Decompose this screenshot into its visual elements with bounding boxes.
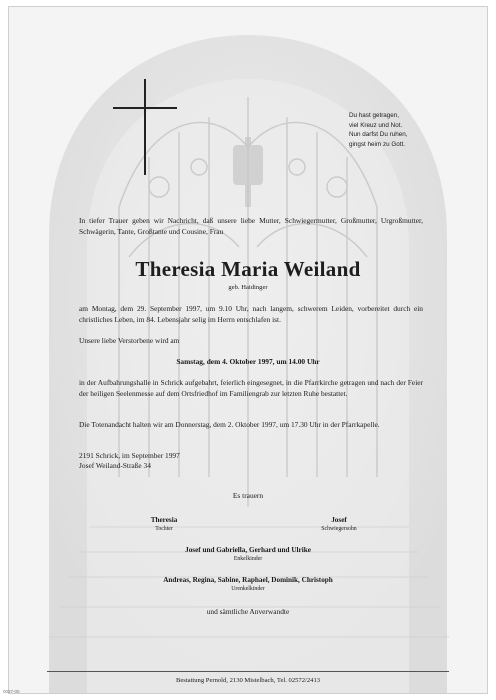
mourner-relation: Tochter [155,526,173,532]
intro-paragraph: In tiefer Trauer geben wir Nachricht, daß unsere liebe Mutter, Schwiegermutter, Großmutter, Urgroßmutter, Schwägerin, Tante, Großtante und Cousine, Frau [79,216,423,236]
address: Josef Weiland-Straße 34 [79,461,151,470]
mourner-relatives: und sämtliche Anverwandte [206,607,290,616]
mourner-daughter [119,515,209,533]
mourner-name: Josef und Gabriella, Gerhard und Ulrike [185,546,311,554]
mourner-greatgrandchildren [9,575,487,593]
mourner-relation: Schwiegersohn [321,526,357,532]
deceased-name: Theresia Maria Weiland [135,257,361,281]
mourner-grandchildren [9,545,487,563]
motto-line: Nun darfst Du ruhen, [349,131,408,138]
cross-icon [113,79,177,175]
funeral-date: Samstag, dem 4. Oktober 1997, um 14.00 Uhr [176,357,320,366]
motto-line: viel Kreuz und Not. [349,121,403,129]
mourner-name: Theresia [150,516,178,524]
death-paragraph: am Montag, dem 29. September 1997, um 9.10 Uhr, nach langem, schwerem Leiden, vorbereitet durch ein christliches Leben, im 84. Lebensjahr selig im Herrn entschlafen ist. [79,304,423,324]
funeral-paragraph: in der Aufbahrungshalle in Schrick aufgebahrt, feierlich eingesegnet, in die Pfarrkirche getragen und nach der Feier der heiligen Seelenmesse auf dem Ortsfriedhof im Familiengrab zur letzten Ruhe bestattet. [79,378,423,398]
prayer-paragraph: Die Totenandacht halten wir am Donnerstag, dem 2. Oktober 1997, um 17.30 Uhr in der Pfarrkapelle. [79,420,380,429]
motto-verse [349,111,479,149]
mourner-relation: Enkelkinder [233,556,263,562]
place-date: 2191 Schrick, im September 1997 [79,451,180,460]
print-code: 0037-00 [3,689,20,694]
maiden-name: geb. Haidinger [228,284,268,291]
footer-divider [47,671,449,672]
deceased-intro: Unsere liebe Verstorbene wird am [79,336,180,345]
motto-line: gingst heim zu Gott. [349,140,405,148]
mourner-name: Andreas, Regina, Sabine, Raphael, Dominik, Christoph [163,576,333,584]
obituary-sheet [8,6,488,694]
mourner-relation: Urenkelkinder [231,586,265,592]
es-trauern: Es trauern [232,491,264,500]
mourner-name: Josef [331,516,347,524]
undertaker-footer: Bestattung Pernold, 2130 Mistelbach, Tel. 02572/2413 [175,677,321,684]
motto-line: Du hast getragen, [349,112,400,119]
mourner-soninlaw [289,515,389,533]
